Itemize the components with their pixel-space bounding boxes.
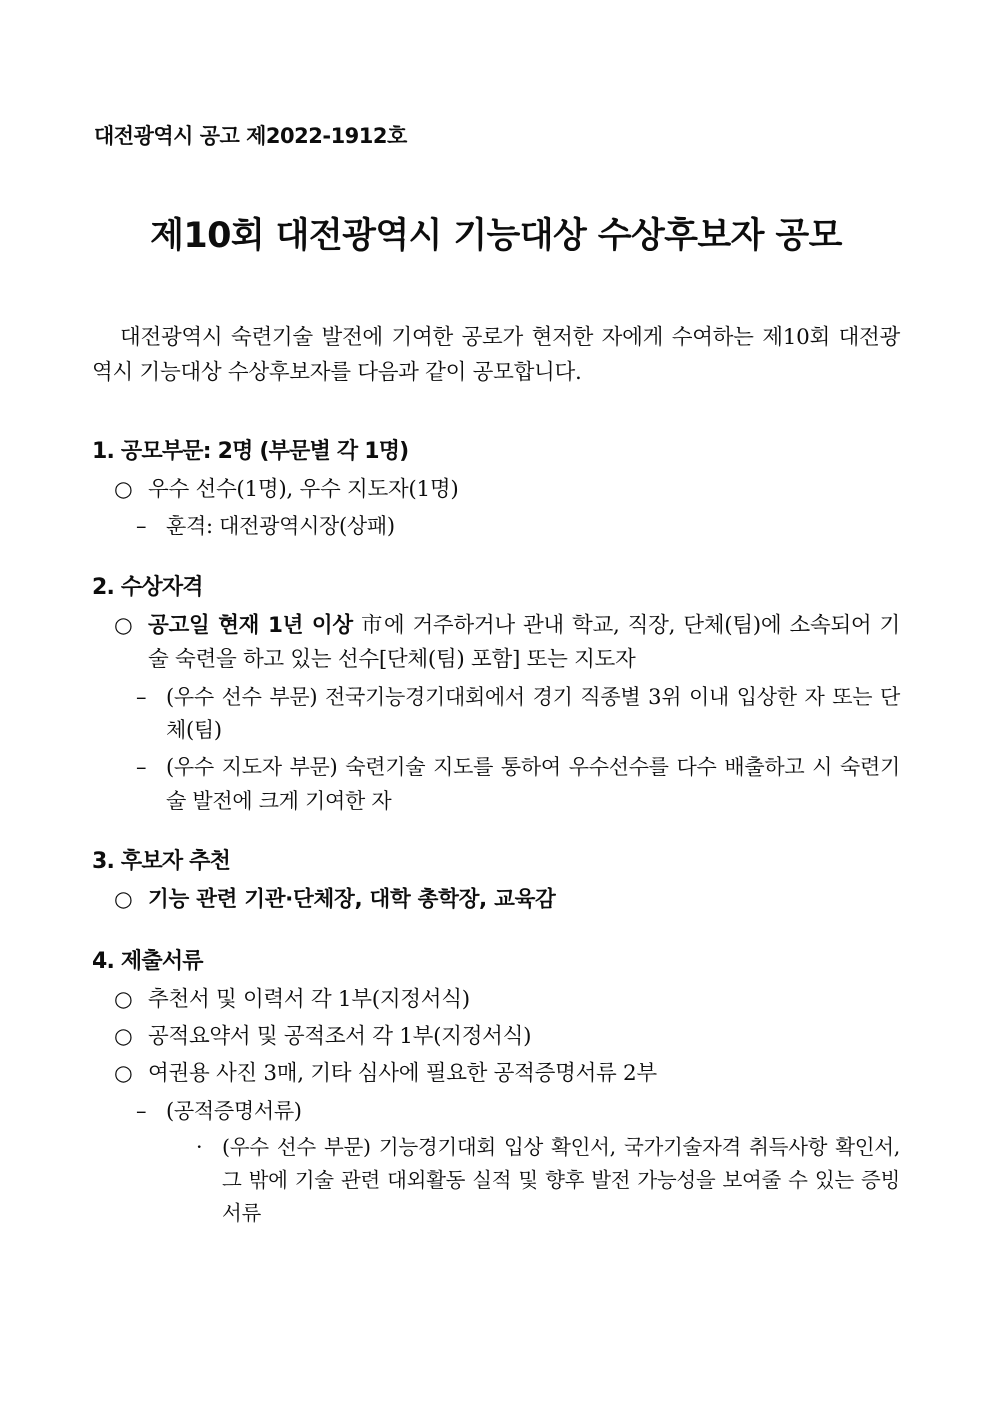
bullet-dash-icon: – — [136, 514, 147, 539]
list-item-text: 우수 선수(1명), 우수 지도자(1명) — [148, 477, 459, 503]
section-1-heading: 1. 공모부문: 2명 (부문별 각 1명) — [92, 439, 409, 465]
bullet-dot-icon: · — [196, 1135, 203, 1160]
list-item-text: (우수 지도자 부문) 숙련기술 지도를 통하여 우수선수를 다수 배출하고 시 숙련기술 발전에 크게 기여한 자 — [166, 755, 900, 813]
bullet-circle-icon: ○ — [114, 477, 133, 503]
page-title: 제10회 대전광역시 기능대상 수상후보자 공모 — [150, 216, 842, 256]
list-item-text: (우수 선수 부문) 전국기능경기대회에서 경기 직종별 3위 이내 입상한 자 또는 단체(팀) — [166, 684, 900, 743]
section-4-heading: 4. 제출서류 — [92, 948, 203, 974]
section-3-heading: 3. 후보자 추천 — [92, 849, 231, 875]
intro-paragraph: 대전광역시 숙련기술 발전에 기여한 공로가 현저한 자에게 수여하는 제10회 대전광역시 기능대상 수상후보자를 다음과 같이 공모합니다. — [92, 325, 900, 386]
list-item — [114, 883, 900, 917]
section-2 — [92, 570, 900, 818]
list-item — [114, 473, 900, 507]
list-item — [114, 983, 900, 1017]
list-item-text: 훈격: 대전광역시장(상패) — [166, 514, 395, 539]
list-item-text: 추천서 및 이력서 각 1부(지정서식) — [148, 986, 470, 1012]
list-item — [114, 1057, 900, 1091]
list-item — [136, 681, 900, 748]
bullet-circle-icon: ○ — [114, 613, 133, 639]
bullet-circle-icon: ○ — [114, 887, 133, 913]
bullet-circle-icon: ○ — [114, 986, 133, 1012]
section-2-heading: 2. 수상자격 — [92, 575, 203, 601]
list-item-text: (공적증명서류) — [166, 1098, 302, 1123]
bullet-dash-icon: – — [136, 755, 147, 780]
section-1 — [92, 434, 900, 544]
list-item-emphasis: 공고일 현재 1년 이상 — [148, 613, 353, 639]
list-item — [114, 1020, 900, 1054]
section-4 — [92, 944, 900, 1230]
list-item — [136, 510, 900, 544]
list-item-text: 기능 관련 기관·단체장, 대학 총학장, 교육감 — [148, 887, 556, 913]
bullet-circle-icon: ○ — [114, 1061, 133, 1087]
bullet-circle-icon: ○ — [114, 1023, 133, 1049]
section-3 — [92, 844, 900, 917]
bullet-dash-icon: – — [136, 1098, 147, 1123]
bullet-dash-icon: – — [136, 684, 147, 709]
list-item-text: 공적요약서 및 공적조서 각 1부(지정서식) — [148, 1023, 532, 1049]
list-item — [136, 751, 900, 818]
list-item-text: 여권용 사진 3매, 기타 심사에 필요한 공적증명서류 2부 — [148, 1061, 657, 1087]
list-item-text: (우수 선수 부문) 기능경기대회 입상 확인서, 국가기술자격 취득사항 확인서, 그 밖에 기술 관련 대외활동 실적 및 향후 발전 가능성을 보여줄 수 있는 증빙서류 — [222, 1135, 900, 1225]
notice-number: 대전광역시 공고 제2022-1912호 — [94, 124, 407, 148]
list-item — [196, 1131, 900, 1229]
list-item — [136, 1095, 900, 1129]
list-item — [114, 609, 900, 678]
list-item-text: 市에 거주하거나 관내 학교, 직장, 단체(팀)에 소속되어 기술 숙련을 하고 있는 선수[단체(팀) 포함] 또는 지도자 — [148, 613, 901, 673]
